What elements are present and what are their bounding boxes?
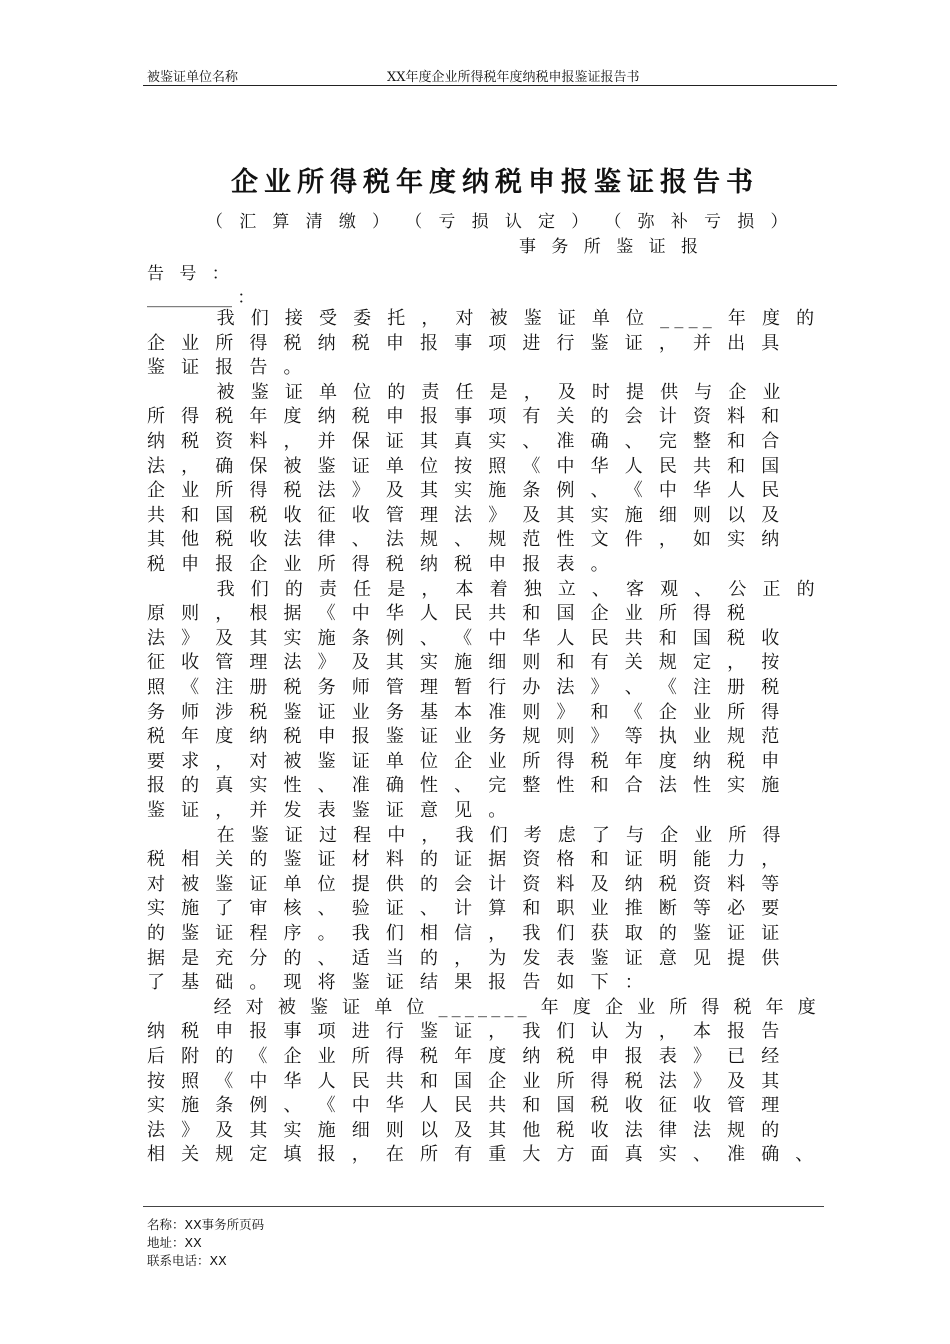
body-line: 要 求 ， 对 被 鉴 证 单 位 企 业 所 得 税 年 度 纳 税 申 [147, 750, 785, 772]
subtitle-report-number: 告 号 ： [147, 264, 234, 284]
body-line: 我 们 的 责 任 是 ， 本 着 独 立 、 客 观 、 公 正 的 [147, 578, 820, 600]
body-line: 法 》 及 其 实 施 条 例 、 《 中 华 人 民 共 和 国 税 收 [147, 627, 785, 649]
body-line: 的 鉴 证 程 序 。 我 们 相 信 ， 我 们 获 取 的 鉴 证 证 [147, 923, 785, 944]
body-line: 实 施 条 例 、 《 中 华 人 民 共 和 国 税 收 征 收 管 理 [147, 1095, 785, 1117]
body-line: 原 则 ， 根 据 《 中 华 人 民 共 和 国 企 业 所 得 税 [147, 603, 751, 625]
body-line: 企 业 所 得 税 纳 税 申 报 事 项 进 行 鉴 证 ， 并 出 具 [147, 332, 785, 354]
report-number-blank: __________ ： [147, 288, 255, 308]
body-line: 务 师 涉 税 鉴 证 业 务 基 本 准 则 》 和 《 企 业 所 得 [147, 701, 785, 723]
body-line: 法 》 及 其 实 施 细 则 以 及 其 他 税 收 法 律 法 规 的 [147, 1119, 785, 1141]
footer-divider [143, 1206, 824, 1207]
body-line: 被 鉴 证 单 位 的 责 任 是 ， 及 时 提 供 与 企 业 [147, 381, 786, 403]
body-line: 我 们 接 受 委 托 ， 对 被 鉴 证 单 位 ____ 年 度 的 [147, 308, 820, 329]
body-line: 纳 税 资 料 ， 并 保 证 其 真 实 、 准 确 、 完 整 和 合 [147, 431, 785, 452]
body-line: 按 照 《 中 华 人 民 共 和 国 企 业 所 得 税 法 》 及 其 [147, 1070, 785, 1092]
body-line: 鉴 证 报 告 。 [147, 357, 307, 379]
body-line: 法 ， 确 保 被 鉴 证 单 位 按 照 《 中 华 人 民 共 和 国 [147, 455, 785, 477]
subtitle-firm-report: 事 务 所 鉴 证 报 [519, 237, 704, 257]
body-line: 企 业 所 得 税 法 》 及 其 实 施 条 例 、 《 中 华 人 民 [147, 480, 785, 502]
body-line: 鉴 证 ， 并 发 表 鉴 证 意 见 。 [147, 800, 512, 821]
body-line: 税 申 报 企 业 所 得 税 纳 税 申 报 表 。 [147, 554, 614, 575]
body-line: 税 相 关 的 鉴 证 材 料 的 证 据 资 格 和 证 明 能 力 ， [147, 849, 785, 871]
header-divider [143, 85, 837, 86]
body-line: 其 他 税 收 法 律 、 法 规 、 规 范 性 文 件 ， 如 实 纳 [147, 529, 785, 551]
body-line: 纳 税 申 报 事 项 进 行 鉴 证 ， 我 们 认 为 ， 本 报 告 [147, 1021, 785, 1043]
body-line: 报 的 真 实 性 、 准 确 性 、 完 整 性 和 合 法 性 实 施 [147, 775, 785, 797]
subtitle-types: （ 汇 算 清 缴 ） （ 亏 损 认 定 ） （ 弥 补 亏 损 ） [206, 212, 793, 232]
header-unit-name: 被鉴证单位名称 [147, 70, 239, 85]
body-line: 照 《 注 册 税 务 师 管 理 暂 行 办 法 》 、 《 注 册 税 [147, 677, 785, 698]
body-line: 所 得 税 年 度 纳 税 申 报 事 项 有 关 的 会 计 资 料 和 [147, 406, 785, 428]
header-document-title: XX年度企业所得税年度纳税申报鉴证报告书 [387, 70, 640, 85]
body-line: 了 基 础 。 现 将 鉴 证 结 果 报 告 如 下 ： [147, 972, 648, 994]
body-line: 对 被 鉴 证 单 位 提 供 的 会 计 资 料 及 纳 税 资 料 等 [147, 873, 785, 895]
body-line: 相 关 规 定 填 报 ， 在 所 有 重 大 方 面 真 实 、 准 确 、 [147, 1144, 819, 1166]
body-line: 税 年 度 纳 税 申 报 鉴 证 业 务 规 则 》 等 执 业 规 范 [147, 726, 785, 748]
body-line: 共 和 国 税 收 征 收 管 理 法 》 及 其 实 施 细 则 以 及 [147, 504, 785, 526]
footer-name: 名称：XX事务所页码 [147, 1217, 265, 1232]
body-line: 经 对 被 鉴 证 单 位 _______ 年 度 企 业 所 得 税 年 度 [147, 996, 820, 1018]
body-line: 征 收 管 理 法 》 及 其 实 施 细 则 和 有 关 规 定 ， 按 [147, 652, 785, 674]
page-title: 企业所得税年度纳税申报鉴证报告书 [231, 167, 759, 198]
footer-phone: 联系电话：XX [147, 1253, 227, 1268]
body-line: 在 鉴 证 过 程 中 ， 我 们 考 虑 了 与 企 业 所 得 [147, 824, 786, 846]
body-line: 后 附 的 《 企 业 所 得 税 年 度 纳 税 申 报 表 》 已 经 [147, 1046, 785, 1067]
footer-address: 地址：XX [147, 1235, 202, 1250]
body-line: 实 施 了 审 核 、 验 证 、 计 算 和 职 业 推 断 等 必 要 [147, 898, 785, 920]
body-line: 据 是 充 分 的 、 适 当 的 ， 为 发 表 鉴 证 意 见 提 供 [147, 947, 785, 969]
